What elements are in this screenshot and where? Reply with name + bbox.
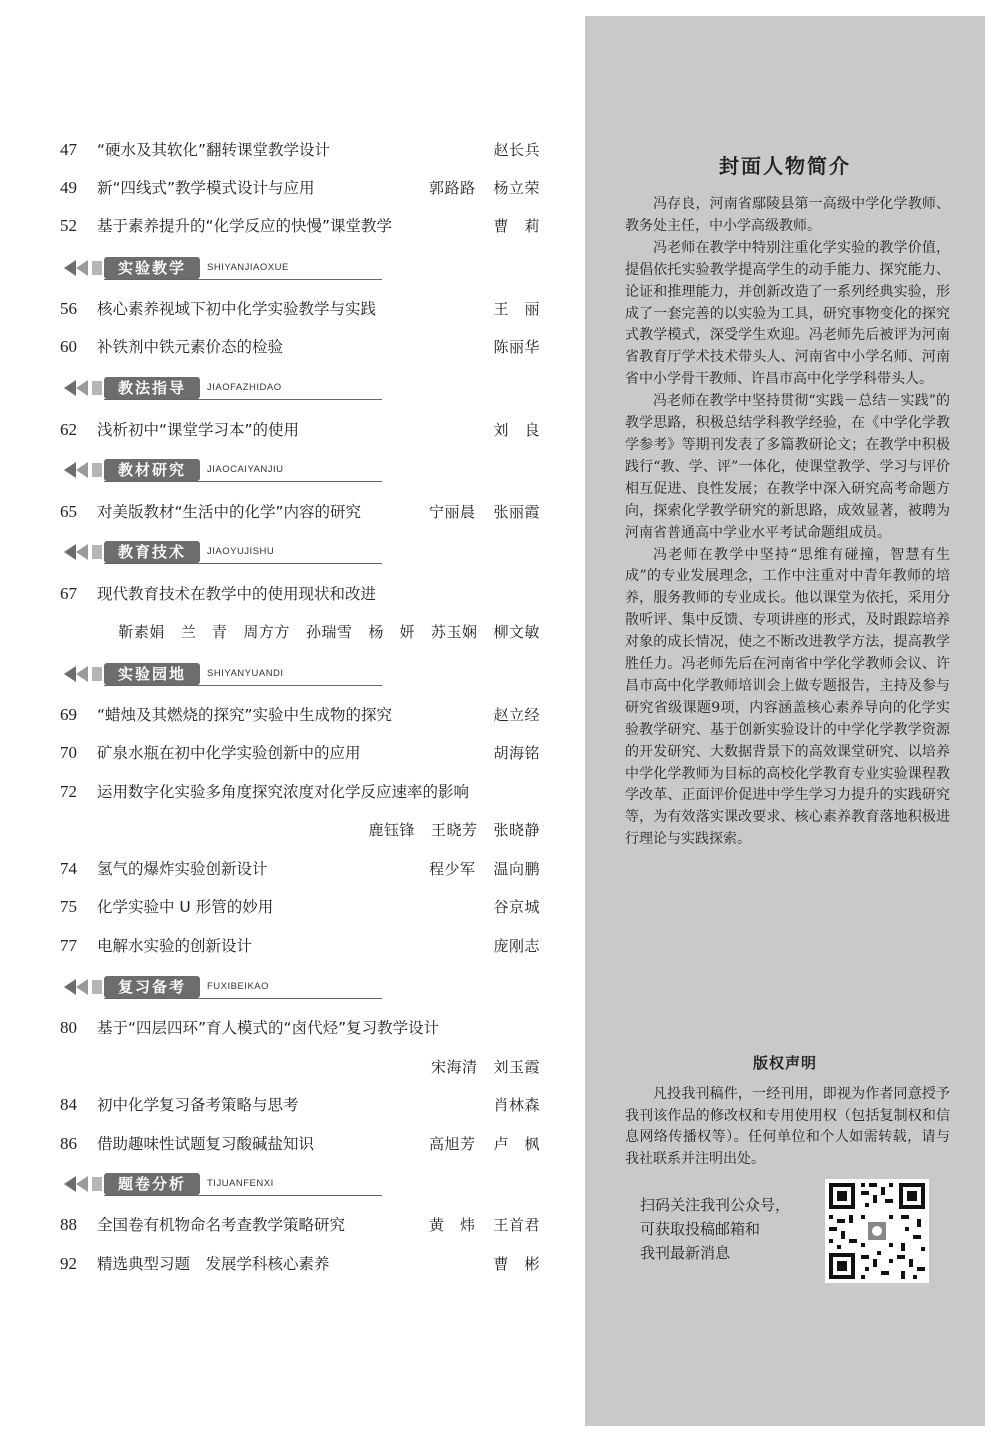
- section-header-shiyanyuandi: [60, 662, 382, 686]
- cover-person-panel: [585, 16, 985, 1426]
- article-title: 运用数字化实验多角度探究浓度对化学反应速率的影响: [97, 783, 470, 801]
- section-divider: [104, 998, 382, 999]
- section-header-shiyanjiaoxue: [60, 256, 382, 280]
- section-pinyin: JIAOFAZHIDAO: [207, 382, 282, 393]
- page-number: 74: [60, 859, 77, 878]
- toc-entry[interactable]: [60, 334, 540, 360]
- scan-line: 可获取投稿邮箱和: [640, 1220, 761, 1238]
- qr-code-icon[interactable]: [825, 1179, 929, 1283]
- article-title: 补铁剂中铁元素价态的检验: [97, 338, 284, 356]
- toc-entry[interactable]: [60, 1212, 540, 1238]
- section-label: 教法指导: [104, 377, 200, 399]
- page-number: 77: [60, 936, 77, 955]
- biography-text: [625, 194, 950, 851]
- section-pinyin: TIJUANFENXI: [207, 1178, 274, 1189]
- toc-entry[interactable]: [60, 1251, 540, 1277]
- double-chevron-left-icon: [60, 258, 106, 278]
- section-divider: [104, 481, 382, 482]
- copyright-paragraph: 凡投我刊稿件，一经刊用，即视为作者同意授予我刊该作品的修改权和专用使用权（包括复制权和信息网络传播权等）。任何单位和个人如需转载，请与我社联系并注明出处。: [625, 1086, 950, 1167]
- panel-heading: 封面人物简介: [719, 154, 851, 178]
- toc-entry[interactable]: [60, 175, 540, 201]
- article-title: 对美版教材“生活中的化学”内容的研究: [97, 503, 362, 521]
- article-authors: 赵长兵: [493, 141, 540, 159]
- article-authors: 肖林森: [493, 1096, 540, 1114]
- article-title: “蜡烛及其燃烧的探究”实验中生成物的探究: [97, 706, 393, 724]
- copyright-heading: 版权声明: [752, 1054, 817, 1072]
- article-title: 化学实验中 U 形管的妙用: [97, 898, 274, 916]
- toc-entry-authors: [60, 817, 540, 843]
- article-authors: 曹 莉: [493, 217, 540, 235]
- bio-paragraph: 冯存良，河南省鄢陵县第一高级中学化学教师、教务处主任，中小学高级教师。: [625, 196, 950, 234]
- article-title: 借助趣味性试题复习酸碱盐知识: [97, 1135, 315, 1153]
- article-title: 基于素养提升的“化学反应的快慢”课堂教学: [97, 217, 393, 235]
- article-authors: 程少军 温向鹏: [428, 860, 540, 878]
- article-title: 全国卷有机物命名考查教学策略研究: [97, 1216, 346, 1234]
- toc-entry-authors: [60, 619, 540, 645]
- toc-entry[interactable]: [60, 213, 540, 239]
- section-divider: [104, 563, 382, 564]
- toc-entry[interactable]: [60, 499, 540, 525]
- copyright-text: [625, 1084, 950, 1170]
- page-number: 47: [60, 140, 77, 159]
- section-divider: [104, 399, 382, 400]
- toc-entry-authors: [60, 1054, 540, 1080]
- section-pinyin: JIAOCAIYANJIU: [207, 464, 284, 475]
- toc-entry[interactable]: [60, 1092, 540, 1118]
- article-authors: 胡海铭: [493, 744, 540, 762]
- page-number: 52: [60, 216, 77, 235]
- article-title: 基于“四层四环”育人模式的“卤代烃”复习教学设计: [97, 1019, 440, 1037]
- article-authors: 庞刚志: [493, 937, 540, 955]
- double-chevron-left-icon: [60, 542, 106, 562]
- section-header-fuxibeikao: [60, 975, 382, 999]
- section-label: 教育技术: [104, 541, 200, 563]
- double-chevron-left-icon: [60, 977, 106, 997]
- page-number: 80: [60, 1018, 77, 1037]
- page-number: 49: [60, 178, 77, 197]
- section-label: 实验教学: [104, 257, 200, 279]
- page-number: 56: [60, 299, 77, 318]
- toc-entry[interactable]: [60, 779, 540, 805]
- section-header-jiaoyujishu: [60, 540, 382, 564]
- article-title: 初中化学复习备考策略与思考: [97, 1096, 299, 1114]
- toc-entry[interactable]: [60, 894, 540, 920]
- article-title: 精选典型习题 发展学科核心素养: [97, 1255, 330, 1273]
- article-authors: 刘 良: [493, 421, 540, 439]
- article-title: 新“四线式”教学模式设计与应用: [97, 179, 315, 197]
- page-number: 70: [60, 743, 77, 762]
- article-title: 矿泉水瓶在初中化学实验创新中的应用: [97, 744, 361, 762]
- section-pinyin: SHIYANJIAOXUE: [207, 262, 289, 273]
- article-authors: 高旭芳 卢 枫: [428, 1135, 540, 1153]
- toc-entry[interactable]: [60, 417, 540, 443]
- section-header-tijuanfenxi: [60, 1172, 382, 1196]
- double-chevron-left-icon: [60, 378, 106, 398]
- article-authors: 黄 炜 王首君: [428, 1216, 540, 1234]
- page-number: 84: [60, 1095, 77, 1114]
- article-title: “硬水及其软化”翻转课堂教学设计: [97, 141, 331, 159]
- article-authors: 靳素娟 兰 青 周方方 孙瑞雪 杨 妍 苏玉娴 柳文敏: [118, 623, 540, 641]
- section-header-jiaofazhidao: [60, 376, 382, 400]
- article-title: 核心素养视域下初中化学实验教学与实践: [97, 300, 377, 318]
- toc-entry[interactable]: [60, 296, 540, 322]
- article-authors: 曹 彬: [493, 1255, 540, 1273]
- section-pinyin: FUXIBEIKAO: [207, 981, 270, 992]
- section-pinyin: SHIYANYUANDI: [207, 668, 284, 679]
- bio-paragraph: 冯老师在教学中特别注重化学实验的教学价值，提倡依托实验教学提高学生的动手能力、探究能力、论证和推理能力，并创新改造了一系列经典实验，形成了一套完善的以实验为工具，研究事物变化的探究式教学模式，深受学生欢迎。冯老师先后被评为河南省教育厅学术技术带头人、河南省中小学名师、河南省中小学骨干教师、许昌市高中化学学科带头人。: [625, 239, 950, 388]
- article-authors: 宁丽晨 张丽霞: [428, 503, 540, 521]
- scan-line: 我刊最新消息: [640, 1244, 731, 1262]
- page-number: 88: [60, 1215, 77, 1234]
- page-number: 60: [60, 337, 77, 356]
- toc-entry[interactable]: [60, 740, 540, 766]
- section-divider: [104, 685, 382, 686]
- section-pinyin: JIAOYUJISHU: [207, 546, 275, 557]
- page-number: 65: [60, 502, 77, 521]
- article-authors: 鹿钰锋 王晓芳 张晓静: [368, 821, 540, 839]
- toc-entry[interactable]: [60, 933, 540, 959]
- article-authors: 郭路路 杨立荣: [428, 179, 540, 197]
- bio-paragraph: 冯老师在教学中坚持“思维有碰撞，智慧有生成”的专业发展理念，工作中注重对中青年教师的培养，服务教师的专业成长。他以课堂为依托，采用分散听评、集中反馈、专项讲座的形式，及时跟踪培养对象的成长情况，使之不断改进教学方法，提高教学胜任力。冯老师先后在河南省中学化学教师会议、许昌市高中化学教师培训会上做专题报告，主持及参与研究省级课题9项，内容涵盖核心素养导向的化学实验教学研究、基于创新实验设计的中学化学教学资源的开发研究、大数据背景下的高效课堂研究、以培养中学化学教师为目标的高校化学教育专业实验课程教学改革、正面评价促进中学生学习力提升的实践研究等，为有效落实课改要求、核心素养教育落地积极进行理论与实践探索。: [625, 546, 950, 848]
- article-title: 浅析初中“课堂学习本”的使用: [97, 421, 300, 439]
- section-label: 复习备考: [104, 976, 200, 998]
- page-number: 72: [60, 782, 77, 801]
- scan-instructions: [640, 1193, 815, 1265]
- article-authors: 谷京城: [493, 898, 540, 916]
- section-header-jiaocaiyanjiu: [60, 458, 382, 482]
- page-number: 62: [60, 420, 77, 439]
- page-number: 75: [60, 897, 77, 916]
- article-authors: 王 丽: [493, 300, 540, 318]
- double-chevron-left-icon: [60, 664, 106, 684]
- article-title: 现代教育技术在教学中的使用现状和改进: [97, 585, 377, 603]
- article-title: 氢气的爆炸实验创新设计: [97, 860, 268, 878]
- page-number: 86: [60, 1134, 77, 1153]
- section-divider: [104, 1195, 382, 1196]
- toc-entry[interactable]: [60, 1131, 540, 1157]
- section-label: 题卷分析: [104, 1173, 200, 1195]
- double-chevron-left-icon: [60, 460, 106, 480]
- toc-entry[interactable]: [60, 856, 540, 882]
- page-number: 67: [60, 584, 77, 603]
- section-divider: [104, 279, 382, 280]
- toc-entry[interactable]: [60, 1015, 540, 1041]
- section-label: 实验园地: [104, 663, 200, 685]
- bio-paragraph: 冯老师在教学中坚持贯彻“实践－总结－实践”的教学思路，积极总结学科教学经验，在《中学化学教学参考》等期刊发表了多篇教研论文；在教学中积极践行“教、学、评”一体化，使课堂教学、学习与评价相互促进、良性发展；在教学中深入研究高考命题方向，探索化学教学研究的新思路，成效显著，被聘为河南省普通高中学业水平考试命题组成员。: [625, 393, 950, 541]
- page-number: 69: [60, 705, 77, 724]
- article-authors: 宋海清 刘玉霞: [430, 1058, 540, 1076]
- toc-entry[interactable]: [60, 137, 540, 163]
- scan-line: 扫码关注我刊公众号，: [640, 1196, 791, 1214]
- page-number: 92: [60, 1254, 77, 1273]
- section-label: 教材研究: [104, 459, 200, 481]
- article-title: 电解水实验的创新设计: [97, 937, 253, 955]
- toc-entry[interactable]: [60, 581, 540, 607]
- double-chevron-left-icon: [60, 1174, 106, 1194]
- article-authors: 陈丽华: [493, 338, 540, 356]
- article-authors: 赵立经: [493, 706, 540, 724]
- toc-entry[interactable]: [60, 702, 540, 728]
